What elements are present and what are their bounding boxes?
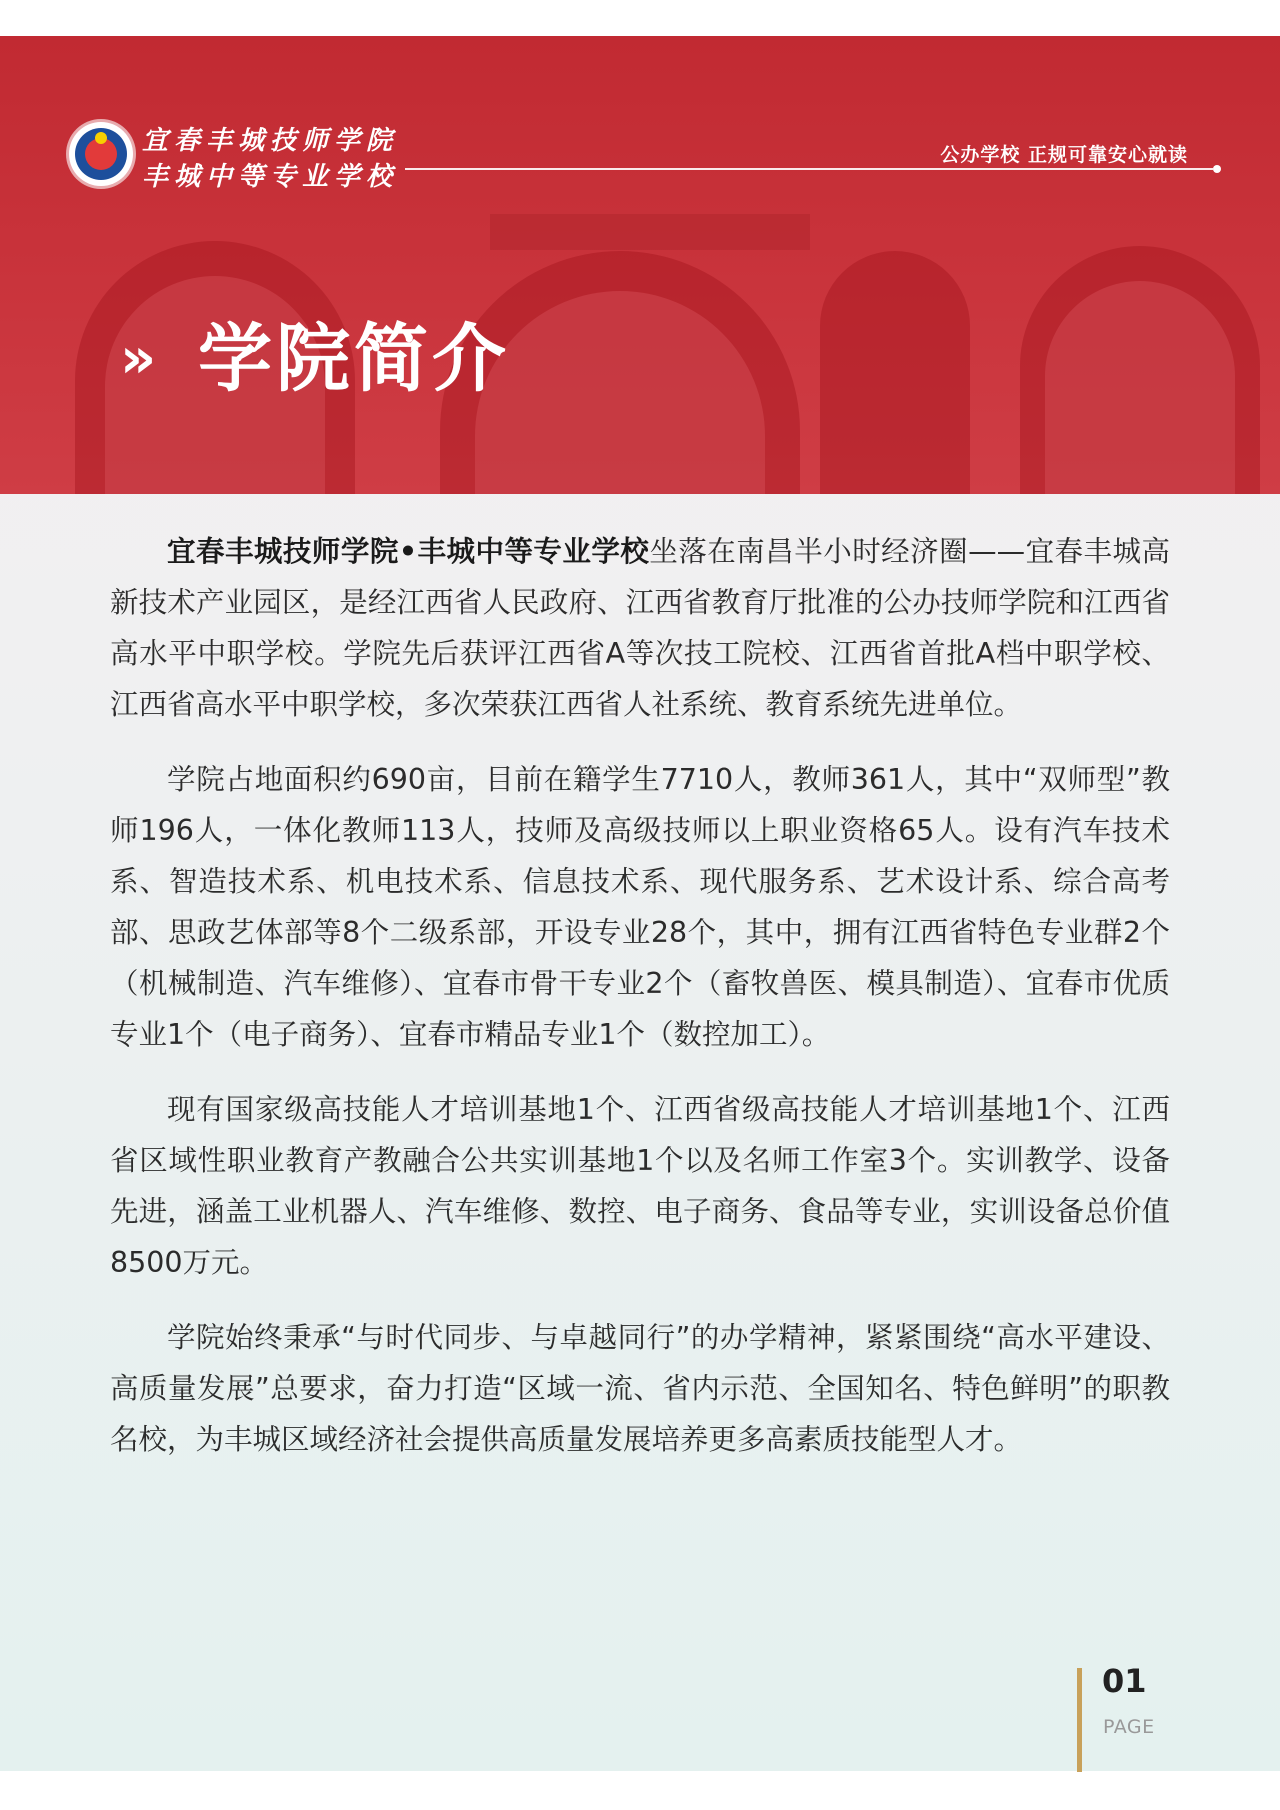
paragraph-1 [110, 526, 1170, 730]
brochure-page [0, 36, 1280, 1771]
logo-name-line2: 丰城中等专业学校 [142, 162, 399, 192]
header-banner [0, 36, 1280, 494]
banner-arch-right [820, 251, 970, 494]
page-marker-bar [1077, 1668, 1082, 1772]
school-name-bold: 宜春丰城技师学院•丰城中等专业学校 [167, 535, 650, 568]
banner-arch-far-right-inner [1045, 281, 1235, 494]
paragraph-1-text: 坐落在南昌半小时经济圈——宜春丰城高新技术产业园区，是经江西省人民政府、江西省教育厅批准的公办技师学院和江西省高水平中职学校。学院先后获评江西省A等次技工院校、江西省首批A档中职学校、江西省高水平中职学校，多次荣获江西省人社系统、教育系统先进单位。 [110, 535, 1170, 721]
page-label: PAGE [1103, 1716, 1155, 1738]
page-number: 01 [1102, 1662, 1147, 1700]
header-tagline: 公办学校 正规可靠安心就读 [940, 144, 1188, 166]
header-divider-dot [1213, 165, 1221, 173]
logo-name-line1: 宜春丰城技师学院 [142, 126, 399, 156]
intro-text [110, 526, 1170, 1489]
header-divider [405, 168, 1213, 170]
page-title: 学院简介 [198, 316, 510, 402]
school-logo-icon [69, 122, 133, 186]
paragraph-4: 学院始终秉承“与时代同步、与卓越同行”的办学精神，紧紧围绕“高水平建设、高质量发展”总要求，奋力打造“区域一流、省内示范、全国知名、特色鲜明”的职教名校，为丰城区域经济社会提供高质量发展培养更多高素质技能型人才。 [110, 1321, 1170, 1456]
chevron-icon: » [120, 326, 143, 391]
banner-gate-sign [490, 214, 810, 250]
paragraph-3: 现有国家级高技能人才培训基地1个、江西省级高技能人才培训基地1个、江西省区域性职业教育产教融合公共实训基地1个以及名师工作室3个。实训教学、设备先进，涵盖工业机器人、汽车维修、数控、电子商务、食品等专业，实训设备总价值8500万元。 [110, 1093, 1170, 1279]
paragraph-2: 学院占地面积约690亩，目前在籍学生7710人，教师361人，其中“双师型”教师196人，一体化教师113人，技师及高级技师以上职业资格65人。设有汽车技术系、智造技术系、机电技术系、信息技术系、现代服务系、艺术设计系、综合高考部、思政艺体部等8个二级系部，开设专业28个，其中，拥有江西省特色专业群2个（机械制造、汽车维修）、宜春市骨干专业2个（畜牧兽医、模具制造）、宜春市优质专业1个（电子商务）、宜春市精品专业1个（数控加工）。 [110, 763, 1170, 1051]
